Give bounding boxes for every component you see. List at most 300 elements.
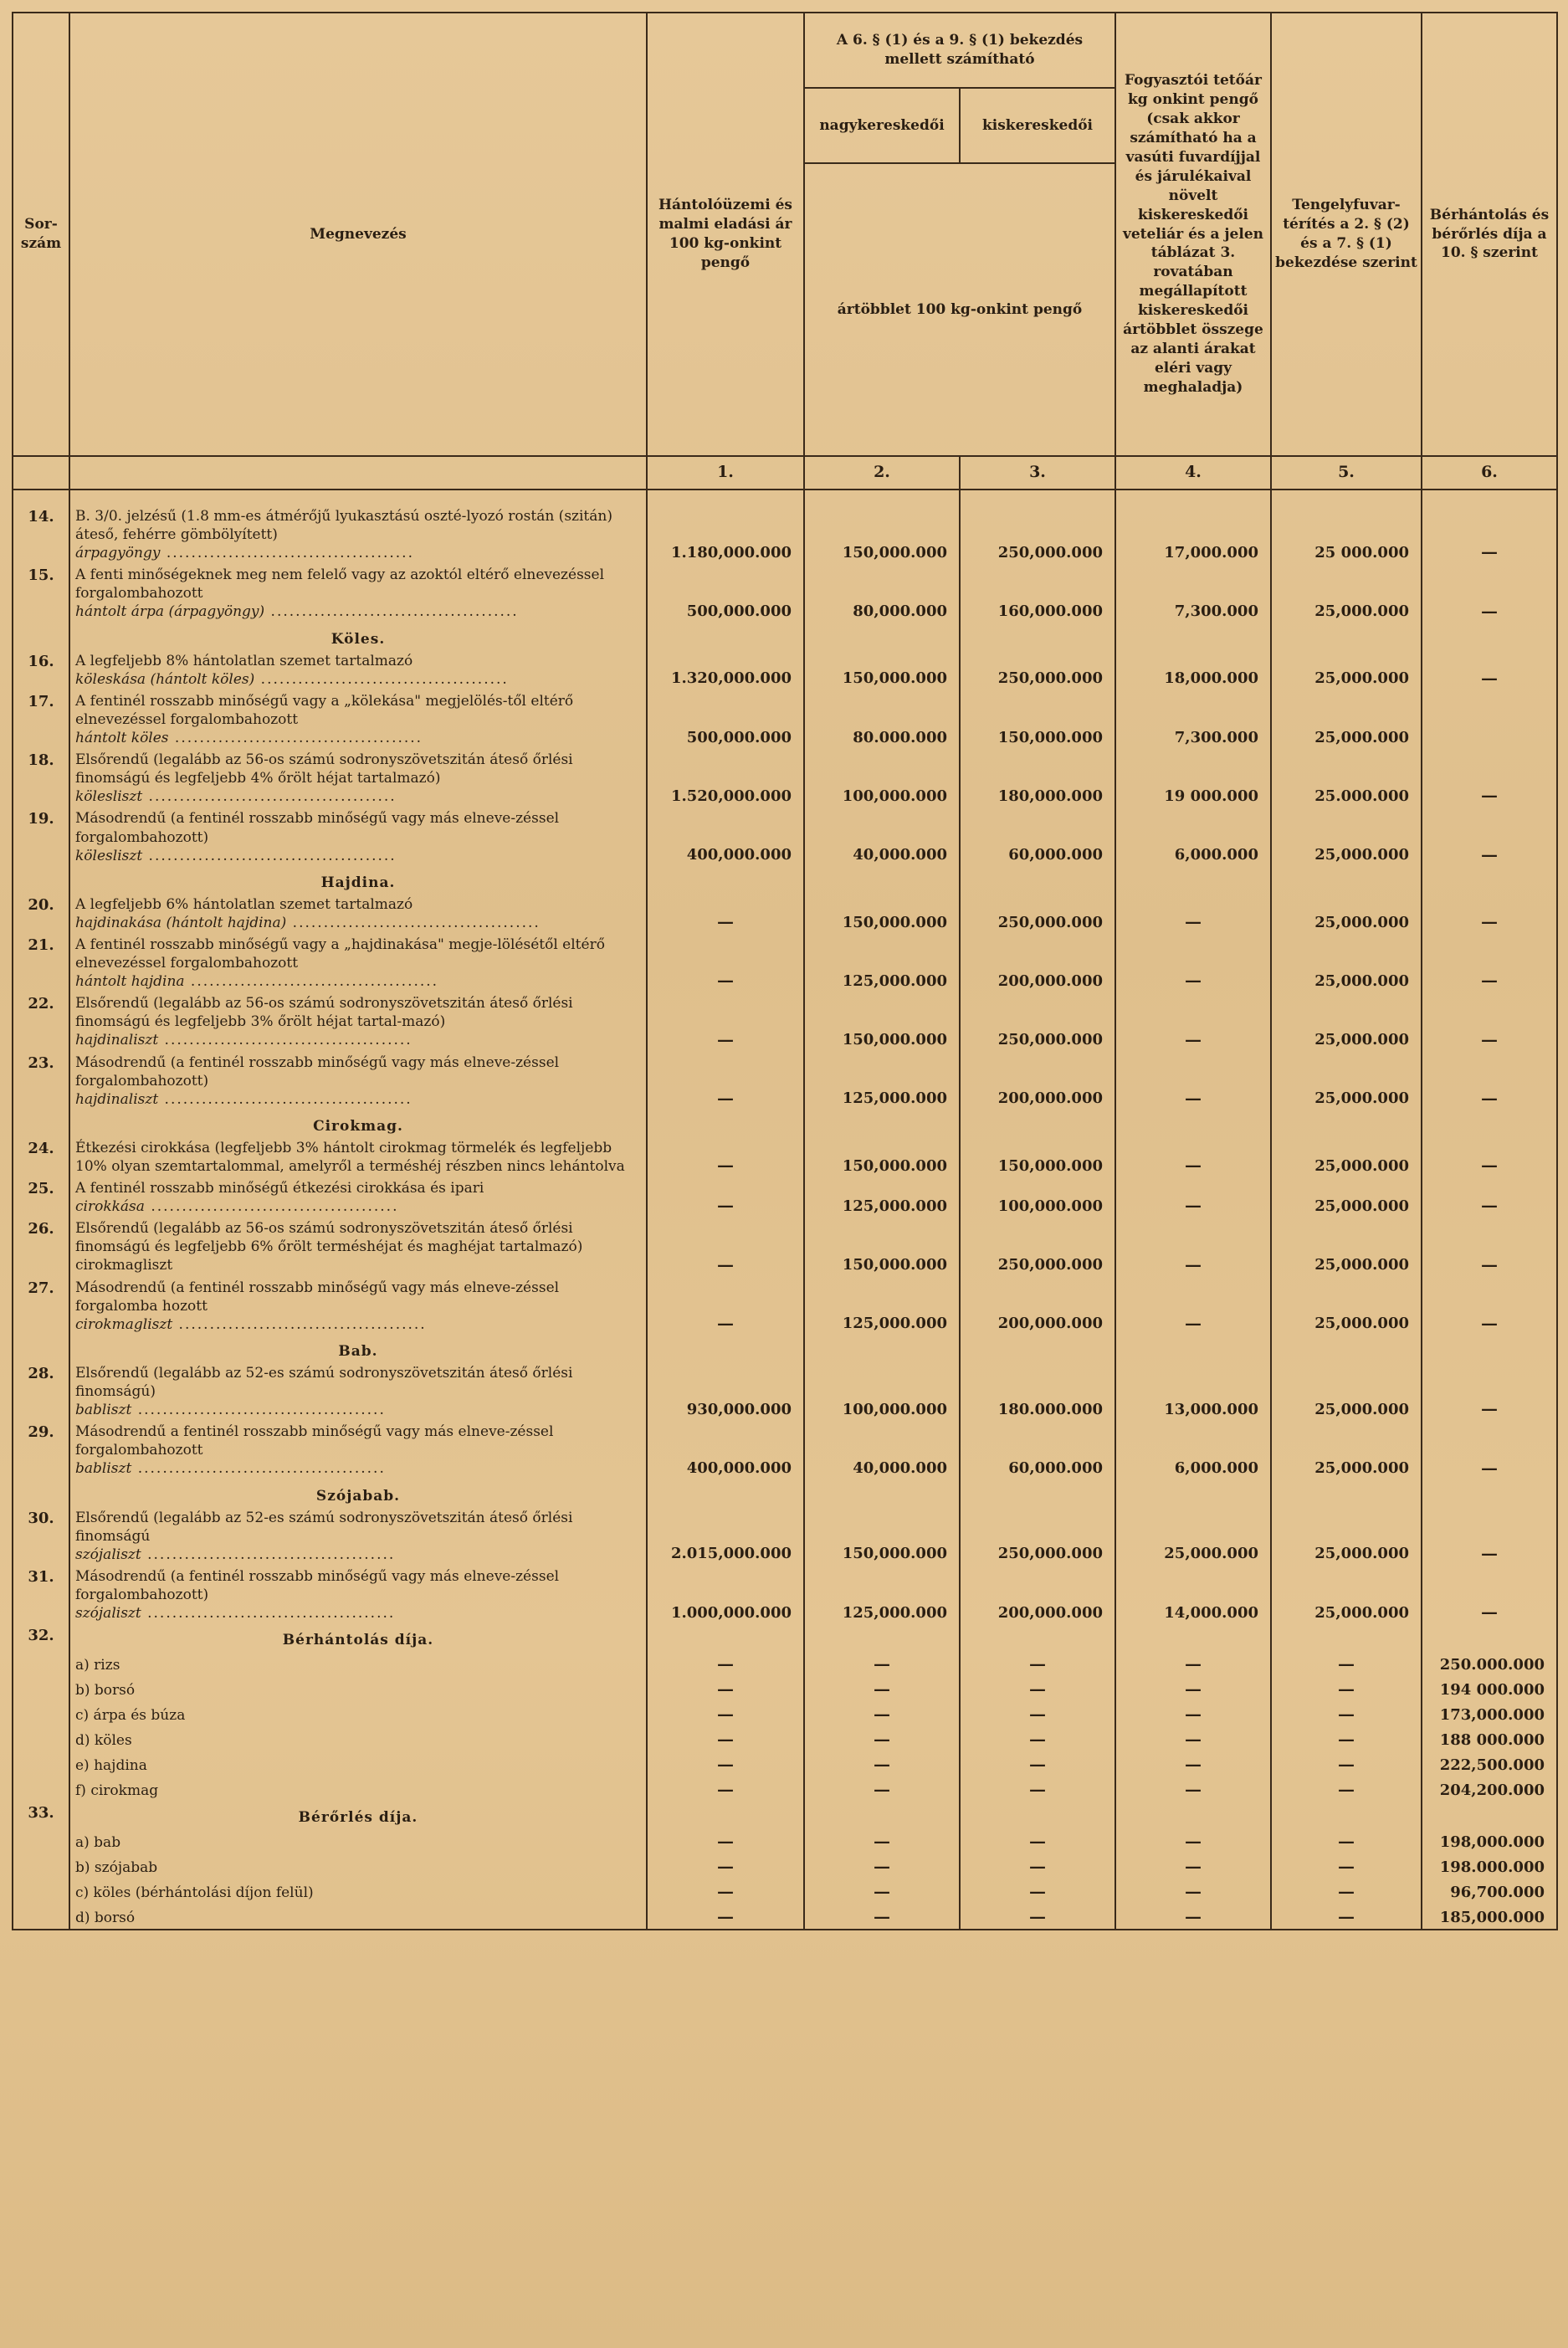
value-cell-c5: 25,000.000: [1271, 1507, 1422, 1566]
section-row: [13, 1480, 1557, 1507]
header-col5: Tengelyfuvar-térítés a 2. § (2) és a 7. § (1) bekezdése szerint: [1271, 13, 1422, 456]
header-megnevezes: Megnevezés: [69, 13, 647, 456]
row-description: [69, 1277, 647, 1335]
value-cell-c2: 40,000.000: [804, 1421, 960, 1479]
empty-cell: [960, 623, 1115, 650]
leader-dots: ........................................: [131, 1460, 386, 1478]
header-col6: Bérhántolás és bérőrlés díja a 10. § szerint: [1422, 13, 1557, 456]
value-cell-c2: 150,000.000: [804, 1137, 960, 1177]
value-cell-c2: —: [804, 1651, 960, 1676]
value-cell-c1: —: [647, 1177, 804, 1218]
leader-dots: ........................................: [286, 914, 541, 931]
row-number: 18.: [13, 749, 69, 807]
empty-cell: [1115, 867, 1271, 894]
value-cell-c5: 25,000.000: [1271, 1421, 1422, 1479]
row-description: [69, 1566, 647, 1624]
row-number: [13, 1701, 69, 1726]
section-row: [13, 623, 1557, 650]
leader-dots: ........................................: [158, 1090, 412, 1108]
row-number: 27.: [13, 1277, 69, 1335]
leader-dots: ........................................: [142, 847, 397, 864]
header-col4: Fogyasztói tetőár kg onkint pengő (csak akkor számítható ha a vasúti fuvardíjjal és járulékaival növelt kiskereskedői veteliár és a jelen táblázat 3. rovatában megállapított kiskereskedői ártöbblet összege az alanti árakat eléri vagy meghaladja): [1115, 13, 1271, 456]
row-description: [69, 992, 647, 1051]
product-name: babliszt: [75, 1402, 132, 1419]
leader-dots: ........................................: [172, 1315, 427, 1333]
value-cell-c4: —: [1115, 1218, 1271, 1276]
empty-cell: [1115, 623, 1271, 650]
value-cell-c6: 198,000.000: [1422, 1828, 1557, 1853]
row-number: [13, 1651, 69, 1676]
row-description: [69, 1701, 647, 1726]
product-name: babliszt: [75, 1460, 132, 1478]
row-number: 32.: [13, 1624, 69, 1651]
value-cell-c5: —: [1271, 1853, 1422, 1879]
description-text: A legfeljebb 6% hántolatlan szemet tartalmazó: [75, 895, 413, 913]
row-number: [13, 1879, 69, 1904]
empty-cell: [804, 1335, 960, 1362]
table-body: [13, 490, 1557, 1930]
section-title: Hajdina.: [69, 867, 647, 894]
row-number: [13, 1676, 69, 1701]
value-cell-c1: —: [647, 1879, 804, 1904]
description-text: A fentinél rosszabb minőségű étkezési cirokkása és ipari: [75, 1180, 484, 1197]
row-description: [69, 1137, 647, 1177]
row-number: 21.: [13, 934, 69, 992]
empty-cell: [1422, 1480, 1557, 1507]
section-title: Cirokmag.: [69, 1110, 647, 1137]
row-number: [13, 1110, 69, 1137]
value-cell-c2: 80,000.000: [804, 564, 960, 623]
value-cell-c2: 80.000.000: [804, 690, 960, 749]
empty-cell: [1271, 1110, 1422, 1137]
empty-cell: [804, 1624, 960, 1651]
value-cell-c4: —: [1115, 1726, 1271, 1751]
product-name: szójaliszt: [75, 1605, 141, 1623]
value-cell-c1: —: [647, 934, 804, 992]
row-description: [69, 1507, 647, 1566]
value-cell-c4: —: [1115, 1137, 1271, 1177]
value-cell-c6: 250.000.000: [1422, 1651, 1557, 1676]
value-cell-c2: 125,000.000: [804, 934, 960, 992]
row-description: [69, 1052, 647, 1110]
description-text: Étkezési cirokkása (legfeljebb 3% hántolt cirokmag törmelék és legfeljebb 10% olyan szemtartalommal, amelyről a terméshéj részben nincs lehántolva: [75, 1139, 625, 1175]
value-cell-c2: 150,000.000: [804, 650, 960, 690]
section-title: Bérőrlés díja.: [69, 1802, 647, 1828]
section-row: [13, 867, 1557, 894]
value-cell-c5: 25,000.000: [1271, 1566, 1422, 1624]
empty-cell: [647, 1624, 804, 1651]
value-cell-c4: —: [1115, 1052, 1271, 1110]
value-cell-c3: —: [960, 1751, 1115, 1776]
table-row: [13, 1277, 1557, 1335]
value-cell-c4: —: [1115, 1701, 1271, 1726]
empty-cell: [960, 1802, 1115, 1828]
empty-cell: [647, 623, 804, 650]
row-number: 26.: [13, 1218, 69, 1276]
value-cell-c6: —: [1422, 650, 1557, 690]
value-cell-c5: —: [1271, 1828, 1422, 1853]
row-description: [69, 1218, 647, 1276]
row-description: [69, 1676, 647, 1701]
value-cell-c1: 930,000.000: [647, 1362, 804, 1421]
value-cell-c6: [1422, 690, 1557, 749]
value-cell-c2: 150,000.000: [804, 1218, 960, 1276]
value-cell-c2: —: [804, 1701, 960, 1726]
empty-cell: [1422, 1335, 1557, 1362]
table-row: [13, 1218, 1557, 1276]
row-number: 17.: [13, 690, 69, 749]
row-description: [69, 650, 647, 690]
table-row: [13, 1177, 1557, 1218]
product-name: köleskása (hántolt köles): [75, 670, 255, 688]
empty-cell: [960, 1480, 1115, 1507]
description-text: Másodrendű a fentinél rosszabb minőségű vagy más elneve-zéssel forgalombahozott: [75, 1423, 554, 1459]
empty-cell: [1115, 1624, 1271, 1651]
value-cell-c3: —: [960, 1726, 1115, 1751]
value-cell-c4: —: [1115, 1879, 1271, 1904]
value-cell-c6: —: [1422, 1052, 1557, 1110]
row-description: [69, 934, 647, 992]
value-cell-c3: —: [960, 1676, 1115, 1701]
value-cell-c3: 250,000.000: [960, 992, 1115, 1051]
value-cell-c4: —: [1115, 934, 1271, 992]
value-cell-c3: 200,000.000: [960, 1052, 1115, 1110]
table-row: [13, 1751, 1557, 1776]
empty-cell: [804, 1480, 960, 1507]
row-number: [13, 1828, 69, 1853]
header-num: 2.: [804, 456, 960, 490]
row-description: [69, 807, 647, 866]
value-cell-c3: 150,000.000: [960, 1137, 1115, 1177]
description-text: Másodrendű (a fentinél rosszabb minőségű vagy más elneve-zéssel forgalombahozott): [75, 1567, 560, 1603]
product-name: hajdinakása (hántolt hajdina): [75, 914, 287, 931]
value-cell-c1: —: [647, 1052, 804, 1110]
section-row: [13, 1335, 1557, 1362]
value-cell-c4: —: [1115, 1676, 1271, 1701]
section-row: [13, 1624, 1557, 1651]
value-cell-c6: —: [1422, 564, 1557, 623]
value-cell-c6: 188 000.000: [1422, 1726, 1557, 1751]
header-num-empty: [69, 456, 647, 490]
value-cell-c6: —: [1422, 807, 1557, 866]
value-cell-c6: 96,700.000: [1422, 1879, 1557, 1904]
empty-cell: [804, 1802, 960, 1828]
value-cell-c4: —: [1115, 1776, 1271, 1802]
row-description: [69, 1726, 647, 1751]
table-row: [13, 1137, 1557, 1177]
value-cell-c3: —: [960, 1879, 1115, 1904]
description-text: B. 3/0. jelzésű (1.8 mm-es átmérőjű lyukasztású oszté-lyozó rostán (szitán) áteső, fehérre gömbölyített): [75, 508, 612, 544]
leader-dots: ........................................: [158, 1032, 412, 1049]
value-cell-c6: —: [1422, 894, 1557, 934]
value-cell-c6: 194 000.000: [1422, 1676, 1557, 1701]
product-name: szójaliszt: [75, 1546, 141, 1563]
value-cell-c6: —: [1422, 1362, 1557, 1421]
row-number: 30.: [13, 1507, 69, 1566]
value-cell-c3: —: [960, 1776, 1115, 1802]
value-cell-c1: —: [647, 1651, 804, 1676]
table-row: [13, 992, 1557, 1051]
row-number: 28.: [13, 1362, 69, 1421]
description-text: Másodrendű (a fentinél rosszabb minőségű vagy más elneve-zéssel forgalombahozott): [75, 1054, 560, 1089]
value-cell-c6: —: [1422, 490, 1557, 564]
row-number: 16.: [13, 650, 69, 690]
row-number: 14.: [13, 490, 69, 564]
value-cell-c2: 100,000.000: [804, 1362, 960, 1421]
leader-dots: ........................................: [131, 1402, 386, 1419]
value-cell-c5: 25,000.000: [1271, 934, 1422, 992]
section-title: Bab.: [69, 1335, 647, 1362]
table-row: [13, 749, 1557, 807]
empty-cell: [960, 1624, 1115, 1651]
product-name: hántolt árpa (árpagyöngy): [75, 603, 265, 621]
table-row: [13, 894, 1557, 934]
header-sorszam: Sor-szám: [13, 13, 69, 456]
value-cell-c4: 7,300.000: [1115, 690, 1271, 749]
description-text: e) hajdina: [75, 1757, 147, 1775]
header-num: 5.: [1271, 456, 1422, 490]
header-num: 3.: [960, 456, 1115, 490]
value-cell-c6: —: [1422, 934, 1557, 992]
leader-dots: ........................................: [144, 1198, 399, 1216]
product-name: cirokkása: [75, 1198, 145, 1216]
leader-dots: ........................................: [141, 1546, 396, 1563]
header-num: 4.: [1115, 456, 1271, 490]
value-cell-c1: —: [647, 1277, 804, 1335]
table-row: [13, 564, 1557, 623]
empty-cell: [1271, 867, 1422, 894]
header-col2: nagykereskedői: [804, 88, 960, 163]
value-cell-c5: 25,000.000: [1271, 1177, 1422, 1218]
value-cell-c2: —: [804, 1751, 960, 1776]
table-row: [13, 490, 1557, 564]
value-cell-c2: 125,000.000: [804, 1052, 960, 1110]
value-cell-c4: 6,000.000: [1115, 807, 1271, 866]
table-row: [13, 690, 1557, 749]
value-cell-c3: 250,000.000: [960, 650, 1115, 690]
value-cell-c1: 1.000,000.000: [647, 1566, 804, 1624]
table-row: [13, 1904, 1557, 1930]
empty-cell: [804, 1110, 960, 1137]
product-name: hántolt hajdina: [75, 973, 185, 991]
section-title: Bérhántolás díja.: [69, 1624, 647, 1651]
leader-dots: ........................................: [142, 788, 397, 806]
value-cell-c4: —: [1115, 1177, 1271, 1218]
row-number: 25.: [13, 1177, 69, 1218]
description-text: A fenti minőségeknek meg nem felelő vagy az azoktól eltérő elnevezéssel forgalombahozott: [75, 566, 605, 602]
price-table: [12, 12, 1558, 1930]
value-cell-c6: —: [1422, 1566, 1557, 1624]
description-text: Elsőrendű (legalább az 52-es számú sodronyszövetszitán áteső őrlési finomságú): [75, 1364, 573, 1401]
value-cell-c2: —: [804, 1853, 960, 1879]
row-description: [69, 1751, 647, 1776]
value-cell-c1: —: [647, 1828, 804, 1853]
row-description: [69, 690, 647, 749]
table-row: [13, 1828, 1557, 1853]
header-col1: Hántolóüzemi és malmi eladási ár 100 kg-onkint pengő: [647, 13, 804, 456]
row-description: [69, 1904, 647, 1930]
value-cell-c3: —: [960, 1651, 1115, 1676]
section-title: Szójabab.: [69, 1480, 647, 1507]
section-row: [13, 1110, 1557, 1137]
description-text: Másodrendű (a fentinél rosszabb minőségű vagy más elneve-zéssel forgalomba hozott: [75, 1279, 560, 1315]
header-num: 1.: [647, 456, 804, 490]
value-cell-c4: 19 000.000: [1115, 749, 1271, 807]
value-cell-c2: —: [804, 1828, 960, 1853]
value-cell-c2: —: [804, 1726, 960, 1751]
value-cell-c2: —: [804, 1776, 960, 1802]
empty-cell: [1271, 623, 1422, 650]
value-cell-c3: 200,000.000: [960, 934, 1115, 992]
description-text: c) árpa és búza: [75, 1707, 186, 1725]
value-cell-c1: —: [647, 1853, 804, 1879]
value-cell-c1: —: [647, 1676, 804, 1701]
empty-cell: [647, 1110, 804, 1137]
row-number: 23.: [13, 1052, 69, 1110]
row-number: [13, 867, 69, 894]
value-cell-c5: 25,000.000: [1271, 894, 1422, 934]
empty-cell: [1271, 1480, 1422, 1507]
row-number: [13, 623, 69, 650]
row-description: [69, 1853, 647, 1879]
value-cell-c5: 25,000.000: [1271, 564, 1422, 623]
leader-dots: ........................................: [264, 603, 519, 621]
value-cell-c6: 222,500.000: [1422, 1751, 1557, 1776]
description-text: Elsőrendű (legalább az 56-os számú sodronyszövetszitán áteső őrlési finomságú és legfeljebb 4% őrölt héjat tartalmazó): [75, 751, 573, 787]
section-title: Köles.: [69, 623, 647, 650]
row-description: [69, 894, 647, 934]
product-name: hajdinaliszt: [75, 1032, 159, 1049]
value-cell-c5: 25,000.000: [1271, 690, 1422, 749]
description-text: A legfeljebb 8% hántolatlan szemet tartalmazó: [75, 652, 413, 669]
product-name: kölesliszt: [75, 788, 143, 806]
header-num: 6.: [1422, 456, 1557, 490]
description-text: f) cirokmag: [75, 1782, 159, 1800]
empty-cell: [1271, 1335, 1422, 1362]
product-name: árpagyöngy: [75, 545, 161, 562]
leader-dots: ........................................: [184, 973, 439, 991]
row-number: 20.: [13, 894, 69, 934]
value-cell-c3: 180.000.000: [960, 1362, 1115, 1421]
value-cell-c3: 250,000.000: [960, 490, 1115, 564]
empty-cell: [960, 1335, 1115, 1362]
table-row: [13, 1052, 1557, 1110]
description-text: A fentinél rosszabb minőségű vagy a „kölekása" megjelölés-től eltérő elnevezéssel forgalombahozott: [75, 692, 574, 728]
value-cell-c2: 125,000.000: [804, 1277, 960, 1335]
row-description: [69, 1651, 647, 1676]
table-row: [13, 1726, 1557, 1751]
value-cell-c6: —: [1422, 1277, 1557, 1335]
product-name: cirokmagliszt: [75, 1315, 173, 1333]
value-cell-c2: 150,000.000: [804, 894, 960, 934]
row-number: 33.: [13, 1802, 69, 1828]
value-cell-c4: —: [1115, 992, 1271, 1051]
value-cell-c1: —: [647, 1218, 804, 1276]
value-cell-c1: 500,000.000: [647, 564, 804, 623]
empty-cell: [1422, 1624, 1557, 1651]
value-cell-c4: —: [1115, 1651, 1271, 1676]
value-cell-c1: 1.320,000.000: [647, 650, 804, 690]
value-cell-c4: —: [1115, 894, 1271, 934]
value-cell-c3: 180,000.000: [960, 749, 1115, 807]
empty-cell: [804, 623, 960, 650]
value-cell-c5: —: [1271, 1879, 1422, 1904]
value-cell-c4: 25,000.000: [1115, 1507, 1271, 1566]
leader-dots: ........................................: [168, 730, 423, 747]
value-cell-c5: 25 000.000: [1271, 490, 1422, 564]
value-cell-c2: 150,000.000: [804, 1507, 960, 1566]
value-cell-c6: —: [1422, 749, 1557, 807]
value-cell-c2: 100,000.000: [804, 749, 960, 807]
empty-cell: [1115, 1110, 1271, 1137]
table-row: [13, 1566, 1557, 1624]
row-number: [13, 1751, 69, 1776]
row-number: [13, 1335, 69, 1362]
empty-cell: [1271, 1624, 1422, 1651]
value-cell-c3: 60,000.000: [960, 1421, 1115, 1479]
value-cell-c5: 25,000.000: [1271, 1277, 1422, 1335]
header-num-empty: [13, 456, 69, 490]
value-cell-c4: —: [1115, 1853, 1271, 1879]
row-number: [13, 1904, 69, 1930]
value-cell-c5: 25,000.000: [1271, 1137, 1422, 1177]
row-description: [69, 1362, 647, 1421]
value-cell-c5: —: [1271, 1651, 1422, 1676]
value-cell-c6: 198.000.000: [1422, 1853, 1557, 1879]
table-row: [13, 934, 1557, 992]
value-cell-c2: 150,000.000: [804, 992, 960, 1051]
description-text: c) köles (bérhántolási díjon felül): [75, 1884, 314, 1902]
row-description: [69, 1177, 647, 1218]
value-cell-c1: —: [647, 1776, 804, 1802]
value-cell-c3: —: [960, 1904, 1115, 1930]
value-cell-c4: 17,000.000: [1115, 490, 1271, 564]
value-cell-c3: 150,000.000: [960, 690, 1115, 749]
product-name: hajdinaliszt: [75, 1090, 159, 1108]
value-cell-c6: 185,000.000: [1422, 1904, 1557, 1930]
value-cell-c6: —: [1422, 1137, 1557, 1177]
value-cell-c2: —: [804, 1879, 960, 1904]
table-row: [13, 807, 1557, 866]
empty-cell: [647, 1802, 804, 1828]
value-cell-c6: 204,200.000: [1422, 1776, 1557, 1802]
value-cell-c3: —: [960, 1701, 1115, 1726]
row-description: [69, 1421, 647, 1479]
empty-cell: [960, 867, 1115, 894]
description-text: d) borsó: [75, 1910, 136, 1927]
value-cell-c1: 400,000.000: [647, 1421, 804, 1479]
empty-cell: [647, 867, 804, 894]
table-row: [13, 1879, 1557, 1904]
value-cell-c5: 25,000.000: [1271, 1362, 1422, 1421]
row-description: [69, 564, 647, 623]
value-cell-c5: —: [1271, 1904, 1422, 1930]
empty-cell: [1422, 867, 1557, 894]
value-cell-c4: —: [1115, 1828, 1271, 1853]
value-cell-c4: 6,000.000: [1115, 1421, 1271, 1479]
description-text: b) szójabab: [75, 1859, 158, 1877]
empty-cell: [1115, 1480, 1271, 1507]
row-description: [69, 1828, 647, 1853]
description-text: d) köles: [75, 1732, 132, 1750]
description-text: Elsőrendű (legalább az 56-os számú sodronyszövetszitán áteső őrlési finomságú és legfeljebb 3% őrölt héjat tartal-mazó): [75, 995, 573, 1031]
value-cell-c5: 25,000.000: [1271, 992, 1422, 1051]
value-cell-c4: —: [1115, 1277, 1271, 1335]
value-cell-c5: 25,000.000: [1271, 807, 1422, 866]
description-text: a) rizs: [75, 1657, 120, 1674]
value-cell-c3: 250,000.000: [960, 1507, 1115, 1566]
value-cell-c5: —: [1271, 1776, 1422, 1802]
